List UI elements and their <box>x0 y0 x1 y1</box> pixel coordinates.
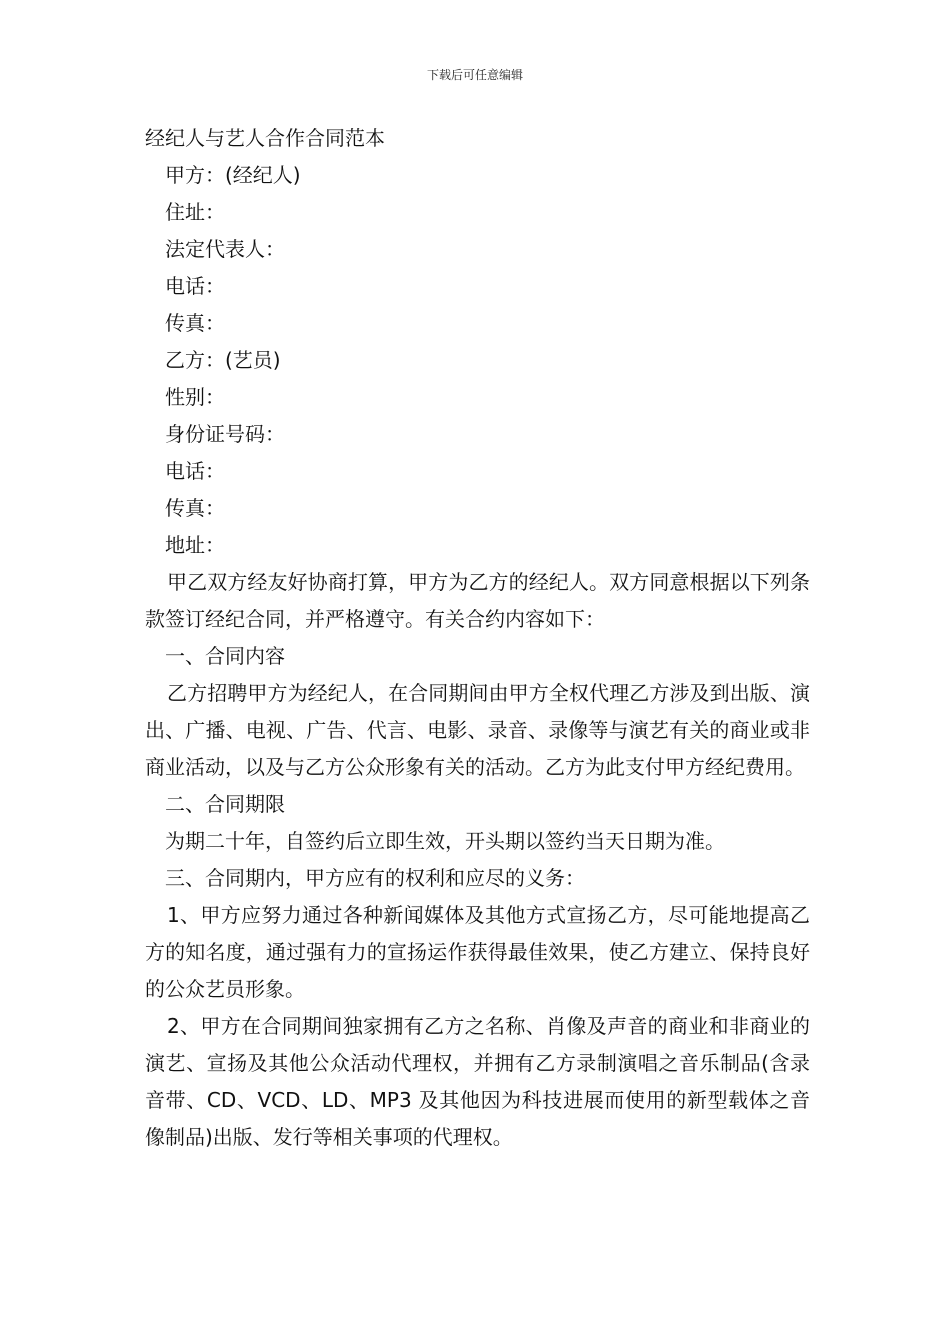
page-header-note: 下载后可任意编辑 <box>426 68 523 82</box>
section1-text: 乙方招聘甲方为经纪人，在合同期间由甲方全权代理乙方涉及到出版、演出、广播、电视、广告、代言、电影、录音、录像等与演艺有关的商业或非商业活动，以及与乙方公众形象有关的活动。乙方为此支付甲方经纪费用。 <box>145 681 810 779</box>
document-title: 经纪人与艺人合作合同范本 <box>145 126 385 150</box>
party-b-phone: 电话： <box>165 459 225 483</box>
party-b-fax: 传真： <box>165 496 225 520</box>
section2-heading: 二、合同期限 <box>165 792 285 816</box>
section1-heading: 一、合同内容 <box>165 644 285 668</box>
party-a-phone: 电话： <box>165 274 225 298</box>
section3-item2: 2、甲方在合同期间独家拥有乙方之名称、肖像及声音的商业和非商业的演艺、宣扬及其他公众活动代理权，并拥有乙方录制演唱之音乐制品(含录音带、CD、VCD、LD、MP3 及其他因为科技进展而使用的新型载体之音像制品)出版、发行等相关事项的代理权。 <box>145 1014 810 1149</box>
section3-item1: 1、甲方应努力通过各种新闻媒体及其他方式宣扬乙方，尽可能地提高乙方的知名度，通过强有力的宣扬运作获得最佳效果，使乙方建立、保持良好的公众艺员形象。 <box>145 903 810 1001</box>
section2-text: 为期二十年，自签约后立即生效，开头期以签约当天日期为准。 <box>165 829 725 853</box>
party-b-label: 乙方：(艺员) <box>165 348 281 372</box>
party-b-address: 地址： <box>165 533 225 557</box>
intro-paragraph: 甲乙双方经友好协商打算，甲方为乙方的经纪人。双方同意根据以下列条款签订经纪合同，并严格遵守。有关合约内容如下： <box>145 570 810 631</box>
section3-heading: 三、合同期内，甲方应有的权利和应尽的义务： <box>165 866 585 890</box>
document-body <box>145 120 810 1156</box>
party-a-address: 住址： <box>165 200 225 224</box>
party-b-gender: 性别： <box>165 385 225 409</box>
party-a-label: 甲方：(经纪人) <box>165 163 301 187</box>
party-a-fax: 传真： <box>165 311 225 335</box>
party-b-id-number: 身份证号码： <box>165 422 285 446</box>
party-a-legal-rep: 法定代表人： <box>165 237 285 261</box>
